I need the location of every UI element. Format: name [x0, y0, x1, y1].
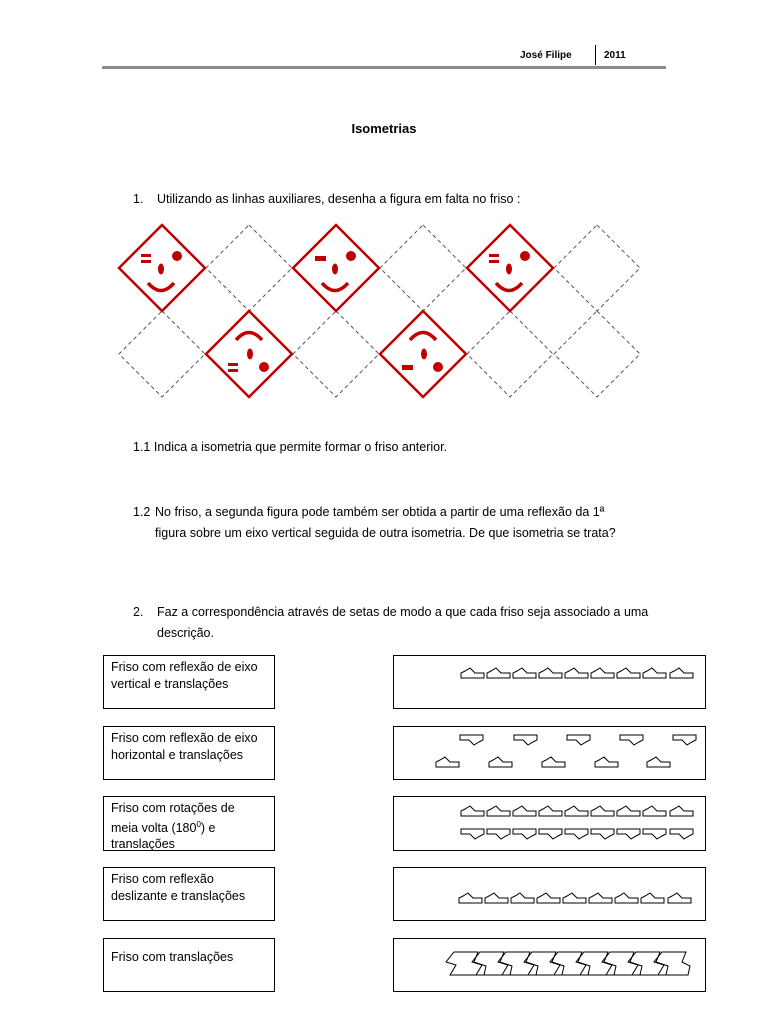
frieze-box-3[interactable] — [393, 796, 706, 851]
description-line: Friso com reflexão — [111, 872, 214, 886]
description-line: Friso com rotações de — [111, 801, 235, 815]
frieze-box-4[interactable] — [393, 867, 706, 921]
frieze-box-5[interactable] — [393, 938, 706, 992]
face-diamond-3 — [293, 225, 379, 311]
q2-number: 2. — [133, 605, 144, 619]
description-text: ) e — [200, 820, 216, 835]
diamond-frieze — [0, 0, 768, 420]
empty-diamond — [554, 311, 640, 397]
empty-diamond — [380, 225, 466, 311]
description-line: horizontal e translações — [111, 747, 244, 762]
description-line: translações — [111, 837, 175, 852]
face-diamond-4 — [380, 311, 466, 397]
q1-2-number: 1.2 — [133, 505, 151, 519]
frieze-box-2[interactable] — [393, 726, 706, 780]
header-year: 2011 — [604, 50, 626, 61]
description-box-4[interactable] — [103, 867, 275, 921]
q1-2-line2: figura sobre um eixo vertical seguida de outra isometria. De que isometria se trata? — [155, 526, 616, 540]
description-line: vertical e translações — [111, 676, 229, 691]
header-author: José Filipe — [520, 50, 572, 61]
empty-diamond — [206, 225, 292, 311]
q1-number: 1. — [133, 192, 144, 206]
degree-superscript: 0 — [196, 819, 201, 829]
dashed-grid — [119, 225, 640, 397]
description-box-3[interactable] — [103, 796, 275, 851]
frieze-box-1[interactable] — [393, 655, 706, 709]
face-diamond-2 — [206, 311, 292, 397]
description-line — [111, 817, 267, 837]
empty-diamond — [554, 225, 640, 311]
q1-2-line1: No friso, a segunda figura pode também ser obtida a partir de uma reflexão da 1ª — [155, 505, 605, 519]
description-box-2[interactable] — [103, 726, 275, 780]
description-text: meia volta (180 — [111, 820, 197, 835]
q1-text: Utilizando as linhas auxiliares, desenha a figura em falta no friso : — [157, 192, 521, 206]
description-box-5[interactable] — [103, 938, 275, 992]
description-line: deslizante e translações — [111, 888, 246, 903]
description-box-1[interactable] — [103, 655, 275, 709]
page-title: Isometrias — [351, 121, 417, 136]
description-line: Friso com translações — [111, 950, 234, 964]
empty-diamond — [119, 311, 205, 397]
description-line: Friso com reflexão de eixo — [111, 660, 258, 674]
face-diamond-1 — [119, 225, 205, 311]
q2-line2: descrição. — [157, 626, 214, 640]
empty-diamond — [293, 311, 379, 397]
q1-1-text: 1.1 Indica a isometria que permite formar o friso anterior. — [133, 440, 448, 454]
empty-diamond — [467, 311, 553, 397]
face-diamond-5 — [467, 225, 553, 311]
q2-line1: Faz a correspondência através de setas de modo a que cada friso seja associado a uma — [157, 605, 649, 619]
description-line: Friso com reflexão de eixo — [111, 731, 258, 745]
